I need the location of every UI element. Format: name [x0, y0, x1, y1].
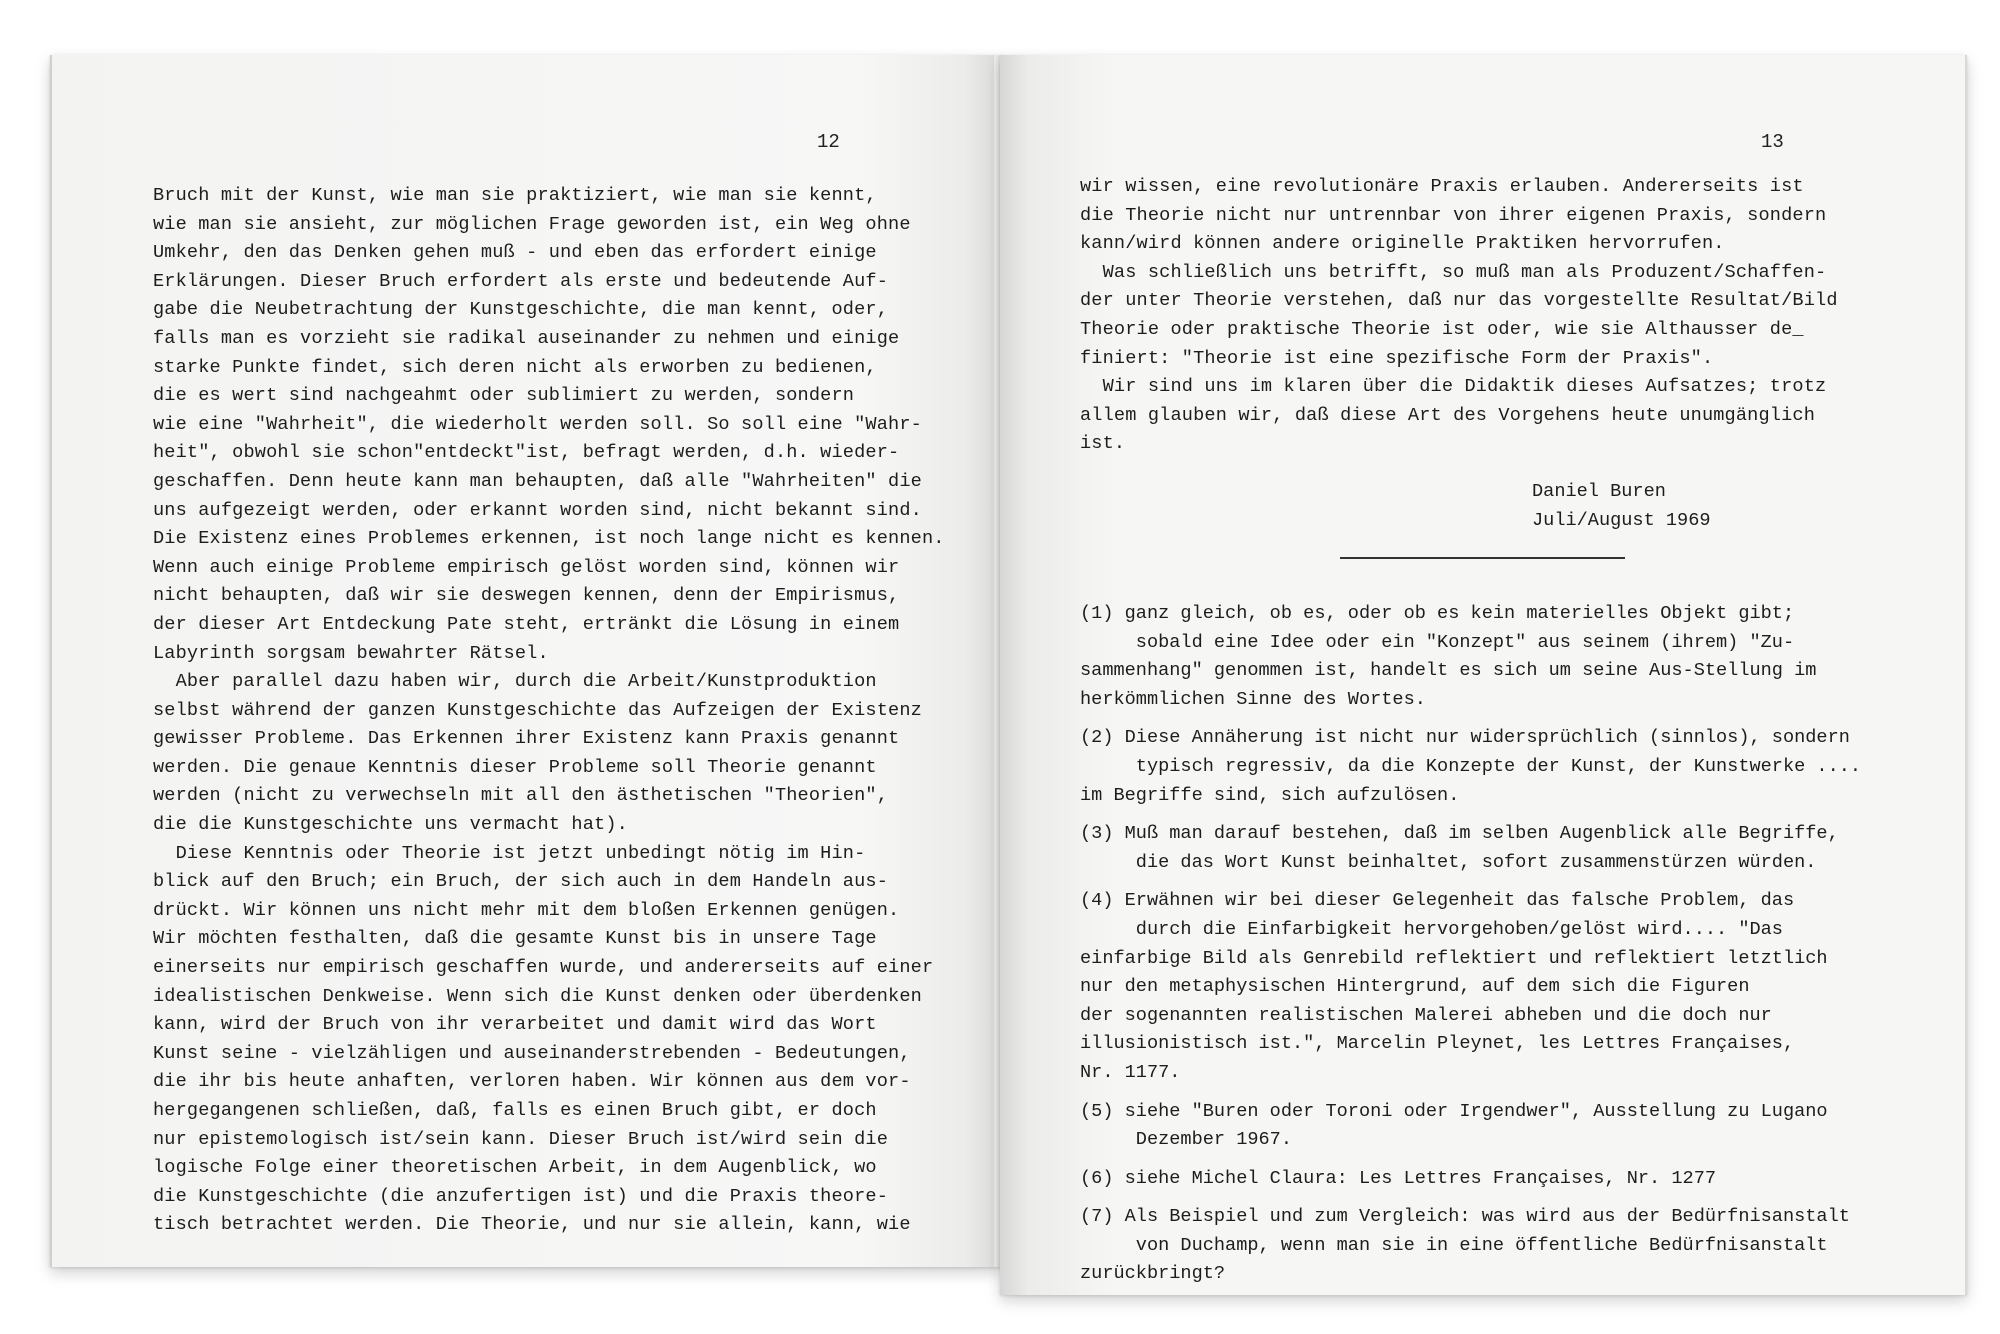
text-line: drückt. Wir können uns nicht mehr mit dem bloßen Erkennen genügen.: [153, 899, 900, 921]
footnote: (1) ganz gleich, ob es, oder ob es kein materielles Objekt gibt; sobald eine Idee oder ein "Konzept" aus seinem (ihrem) "Zu- sammenhang" genommen ist, handelt es sich um seine Aus-Stellung im herkömmlichen Sinne des Wortes.: [1080, 603, 1817, 710]
footnote: (4) Erwähnen wir bei dieser Gelegenheit das falsche Problem, das durch die Einfarbigkeit hervorgehoben/gelöst wird.... "Das einfarbige Bild als Genrebild reflektiert und reflektiert letztlich nur den metaphysischen Hintergrund, auf dem sich die Figuren der sogenannten realistischen Malerei abheben und die doch nur illusionistisch ist.", Marcelin Pleynet, les Lettres Françaises, Nr. 1177.: [1080, 890, 1828, 1083]
author-signature: Daniel Buren: [1532, 481, 1666, 502]
text-line: ist.: [1080, 433, 1126, 455]
text-line: wie eine "Wahrheit", die wiederholt werden soll. So soll eine "Wahr-: [153, 413, 922, 435]
text-line: heit", obwohl sie schon"entdeckt"ist, befragt werden, d.h. wieder-: [153, 442, 900, 464]
text-line: Umkehr, den das Denken gehen muß - und eben das erfordert einige: [153, 242, 877, 264]
text-line: werden. Die genaue Kenntnis dieser Probleme soll Theorie genannt: [153, 756, 877, 778]
text-line: der dieser Art Entdeckung Pate steht, ertränkt die Lösung in einem: [153, 613, 900, 635]
signature-date: Juli/August 1969: [1532, 510, 1711, 531]
text-line: Wir sind uns im klaren über die Didaktik dieses Aufsatzes; trotz: [1080, 376, 1827, 398]
text-line: die es wert sind nachgeahmt oder sublimiert zu werden, sondern: [153, 385, 855, 407]
text-line: die Kunstgeschichte (die anzufertigen ist) und die Praxis theore-: [153, 1185, 889, 1207]
text-line: die ihr bis heute anhaften, verloren haben. Wir können aus dem vor-: [153, 1071, 911, 1093]
text-line: Kunst seine - vielzähligen und auseinanderstrebenden - Bedeutungen,: [153, 1042, 911, 1064]
text-line: wir wissen, eine revolutionäre Praxis erlauben. Andererseits ist: [1080, 176, 1804, 197]
left-page-body-text: [153, 182, 945, 1240]
text-line: kann/wird können andere originelle Praktiken hervorrufen.: [1080, 233, 1725, 255]
text-line: Labyrinth sorgsam bewahrter Rätsel.: [153, 642, 549, 664]
text-line: hergegangenen schließen, daß, falls es einen Bruch gibt, er doch: [153, 1100, 877, 1121]
text-line: starke Punkte findet, sich deren nicht als erworben zu bedienen,: [153, 356, 877, 378]
footnote-divider-rule: [1340, 557, 1625, 559]
text-line: allem glauben wir, daß diese Art des Vorgehens heute unumgänglich: [1080, 404, 1816, 426]
footnote: (2) Diese Annäherung ist nicht nur widersprüchlich (sinnlos), sondern typisch regressiv, da die Konzepte der Kunst, der Kunstwerke .... im Begriffe sind, sich aufzulösen.: [1080, 727, 1862, 806]
text-line: selbst während der ganzen Kunstgeschichte das Aufzeigen der Existenz: [153, 699, 922, 721]
text-line: Bruch mit der Kunst, wie man sie praktiziert, wie man sie kennt,: [153, 185, 877, 206]
text-line: gabe die Neubetrachtung der Kunstgeschichte, die man kennt, oder,: [153, 299, 889, 321]
text-line: die Theorie nicht nur untrennbar von ihrer eigenen Praxis, sondern: [1080, 204, 1827, 226]
right-page: [1000, 55, 1967, 1295]
text-line: tisch betrachtet werden. Die Theorie, und nur sie allein, kann, wie: [153, 1214, 911, 1236]
text-line: Erklärungen. Dieser Bruch erfordert als erste und bedeutende Auf-: [153, 270, 889, 292]
text-line: uns aufgezeigt werden, oder erkannt worden sind, nicht bekannt sind.: [153, 499, 922, 521]
text-line: nicht behaupten, daß wir sie deswegen kennen, denn der Empirismus,: [153, 585, 900, 607]
footnotes-list: [1080, 600, 1900, 1299]
footnote: (5) siehe "Buren oder Toroni oder Irgendwer", Ausstellung zu Lugano Dezember 1967.: [1080, 1100, 1828, 1151]
text-line: werden (nicht zu verwechseln mit all den ästhetischen "Theorien",: [153, 785, 889, 807]
text-line: Die Existenz eines Problemes erkennen, ist noch lange nicht es kennen.: [153, 528, 945, 550]
text-line: gewisser Probleme. Das Erkennen ihrer Existenz kann Praxis genannt: [153, 728, 900, 750]
text-line: die die Kunstgeschichte uns vermacht hat).: [153, 814, 628, 836]
right-page-body-text: [1080, 173, 1838, 459]
text-line: Diese Kenntnis oder Theorie ist jetzt unbedingt nötig im Hin-: [153, 842, 866, 864]
footnote: (6) siehe Michel Claura: Les Lettres Françaises, Nr. 1277: [1080, 1167, 1717, 1189]
text-line: Was schließlich uns betrifft, so muß man als Produzent/Schaffen-: [1080, 261, 1827, 283]
left-page: [50, 55, 1002, 1267]
footnote: (7) Als Beispiel und zum Vergleich: was wird aus der Bedürfnisanstalt von Duchamp, wenn man sie in eine öffentliche Bedürfnisanstalt zurückbringt?: [1080, 1206, 1850, 1285]
text-line: Aber parallel dazu haben wir, durch die Arbeit/Kunstproduktion: [153, 671, 877, 693]
text-line: blick auf den Bruch; ein Bruch, der sich auch in dem Handeln aus-: [153, 871, 889, 893]
page-number-right: 13: [1761, 131, 1784, 153]
text-line: nur epistemologisch ist/sein kann. Dieser Bruch ist/wird sein die: [153, 1128, 889, 1150]
text-line: falls man es vorzieht sie radikal auseinander zu nehmen und einige: [153, 327, 900, 349]
text-line: Theorie oder praktische Theorie ist oder, wie sie Althausser de_: [1080, 318, 1804, 340]
text-line: einerseits nur empirisch geschaffen wurde, und andererseits auf einer: [153, 957, 934, 979]
text-line: kann, wird der Bruch von ihr verarbeitet und damit wird das Wort: [153, 1014, 877, 1036]
text-line: wie man sie ansieht, zur möglichen Frage geworden ist, ein Weg ohne: [153, 213, 911, 235]
text-line: logische Folge einer theoretischen Arbeit, in dem Augenblick, wo: [153, 1157, 877, 1179]
text-line: idealistischen Denkweise. Wenn sich die Kunst denken oder überdenken: [153, 985, 922, 1007]
footnote: (3) Muß man darauf bestehen, daß im selben Augenblick alle Begriffe, die das Wort Kunst beinhaltet, sofort zusammenstürzen würden.: [1080, 823, 1839, 873]
text-line: Wir möchten festhalten, daß die gesamte Kunst bis in unsere Tage: [153, 928, 877, 950]
page-number-left: 12: [817, 131, 840, 153]
text-line: der unter Theorie verstehen, daß nur das vorgestellte Resultat/Bild: [1080, 290, 1838, 312]
text-line: Wenn auch einige Probleme empirisch gelöst worden sind, können wir: [153, 556, 900, 578]
text-line: finiert: "Theorie ist eine spezifische Form der Praxis".: [1080, 347, 1714, 369]
text-line: geschaffen. Denn heute kann man behaupten, daß alle "Wahrheiten" die: [153, 470, 922, 492]
